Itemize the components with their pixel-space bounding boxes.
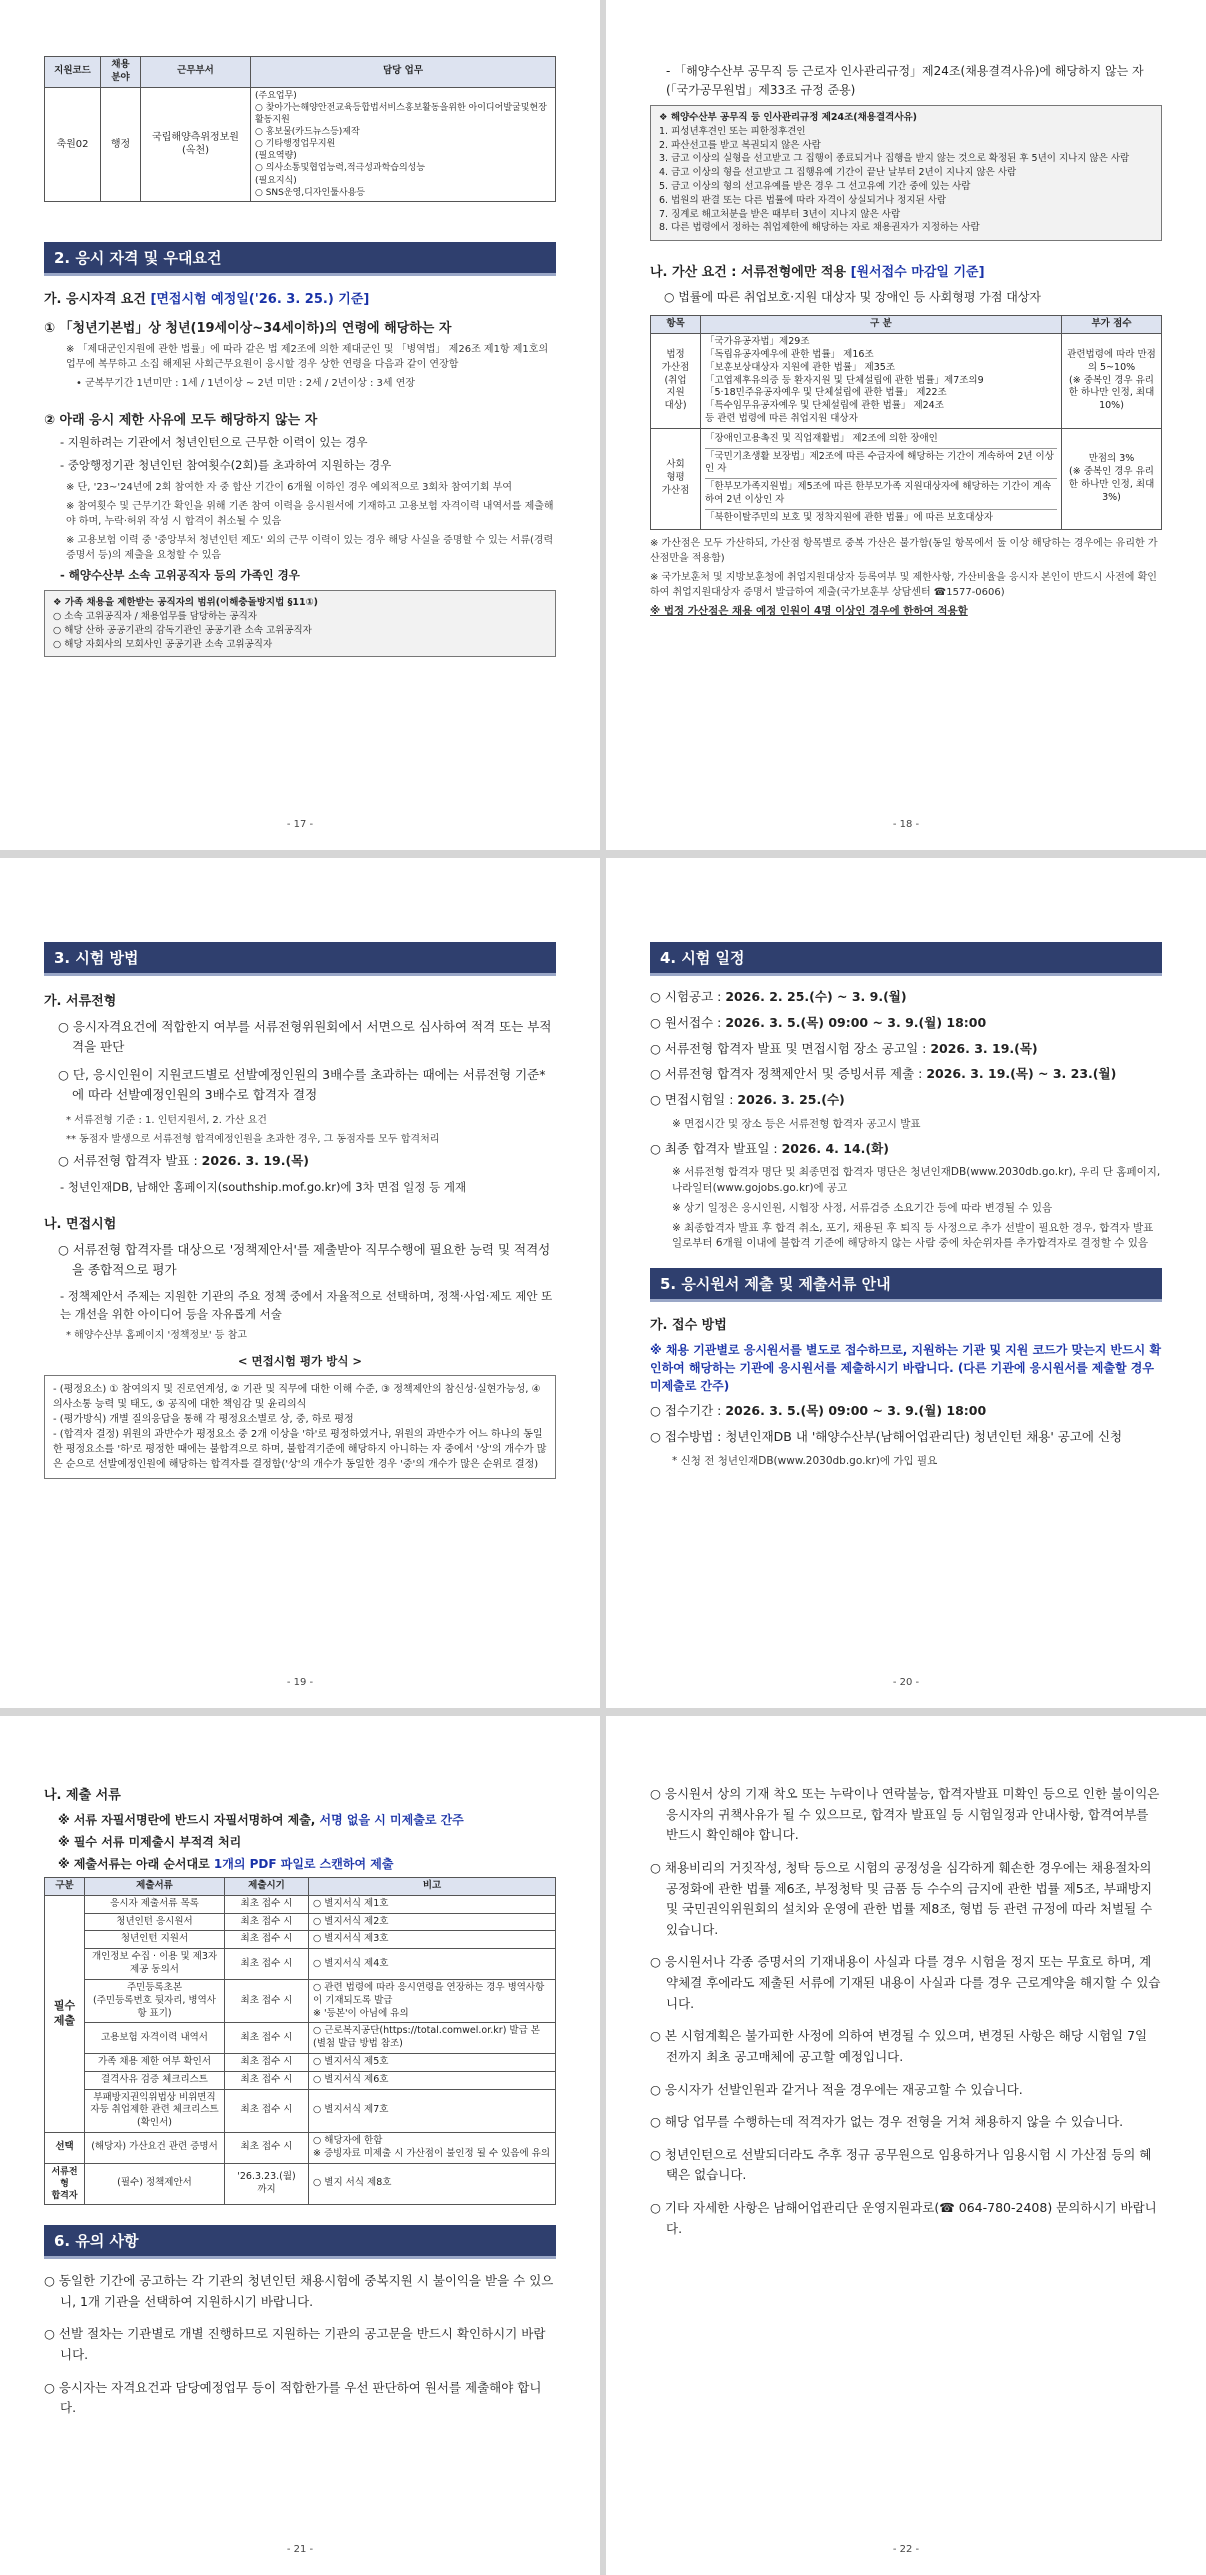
social-item: 「북한이탈주민의 보호 및 정착지원에 관한 법률」에 따른 보호대상자: [705, 511, 993, 523]
page-19: [0, 858, 600, 1708]
doc-when: 최초 접수 시: [225, 2071, 309, 2089]
sched-note: ※ 최종합격자 발표 후 합격 취소, 포기, 채용된 후 퇴직 등 사정으로 추가 선발이 필요한 경우, 합격자 발표일로부터 6개월 이내에 불합격 기준에 해당하지 않는 사람 중에 차순위자를 추가합격자로 결정할 수 있음: [672, 1221, 1154, 1250]
sched-label: ○ 최종 합격자 발표일 :: [650, 1140, 782, 1156]
doc-name: 개인정보 수집 · 이용 및 제3자 제공 동의서: [85, 1949, 225, 1980]
cell-duties: [251, 87, 556, 201]
sched-date: 2026. 3. 19.(목): [930, 1040, 1038, 1056]
doc-warning-text: ※ 서류 자필서명란에 반드시 자필서명하여 제출,: [58, 1813, 320, 1827]
doc-name: 주민등록초본 (주민등록번호 뒷자리, 병역사항 표기): [85, 1979, 225, 2022]
page-number: - 20 -: [892, 1677, 920, 1688]
caution-item: ○ 선발 절차는 기관별로 개별 진행하므로 지원하는 기관의 공고문을 반드시 확인하시기 바랍니다.: [44, 2326, 546, 2362]
disq-line: - 「해양수산부 공무직 등 근로자 인사관리규정」제24조(채용결격사유)에 해당하지 않는 자(「국가공무원법」제33조 규정 준용): [666, 64, 1144, 97]
heading-na-highlight: [원서접수 마감일 기준]: [850, 265, 985, 281]
section-3-title: 3. 시험 방법: [44, 942, 556, 976]
screening-sub: - 청년인재DB, 남해안 홈페이지(southship.mof.go.kr)에 3차 면접 일정 등 게재: [60, 1180, 467, 1194]
row-legal-label: 법정 가산점 (취업 지원 대상): [651, 334, 701, 429]
apply-note: * 신청 전 청년인재DB(www.2030db.go.kr)에 가입 필요: [672, 1454, 938, 1467]
duty-line: ○ 찾아가는해양안전교육등합법서비스홍보활동을위한 아이디어발굴및현장활동지원: [255, 102, 547, 125]
bonus-table: [650, 315, 1162, 529]
apply-warning: ※ 채용 기관별로 응시원서를 별도로 접수하므로, 지원하는 기관 및 지원 코드가 맞는지 반드시 확인하여 해당하는 기관에 응시원서를 제출하시기 바랍니다. (다른 기관에 응시원서를 제출할 경우 미제출로 간주): [650, 1343, 1162, 1393]
disq-box: [650, 105, 1162, 241]
doc-warning-highlight: 1개의 PDF 파일로 스캔하여 제출: [213, 1857, 394, 1871]
sched-label: ○ 시험공고 :: [650, 989, 726, 1004]
screening-note: * 서류전형 기준 : 1. 인턴지원서, 2. 가산 요건: [66, 1115, 267, 1126]
sched-item: [650, 1065, 1162, 1084]
sched-item: [650, 1091, 1162, 1110]
sched-label: ○ 서류전형 합격자 정책제안서 및 증빙서류 제출 :: [650, 1066, 927, 1082]
caution-item: ○ 응시자는 자격요건과 담당예정업무 등이 적합한가를 우선 판단하여 원서를 제출해야 합니다.: [44, 2379, 542, 2416]
doc-name: 가족 채용 제한 여부 확인서: [85, 2053, 225, 2071]
section-5-title: 5. 응시원서 제출 및 제출서류 안내: [650, 1268, 1162, 1302]
eval-item: - (평가방식) 개별 질의응답을 통해 각 평정요소별로 상, 중, 하로 평정: [53, 1414, 354, 1426]
th-field: 채용 분야: [101, 57, 141, 88]
legal-item: 「독립유공자예우에 관한 법률」 제16조: [705, 348, 874, 360]
social-item: 「장애인고용촉진 및 직업재활법」 제2조에 의한 장애인: [705, 431, 1057, 449]
screening-bullet: ○ 단, 응시인원이 지원코드별로 선발예정인원의 3배수를 초과하는 때에는 서류전형 기준*에 따라 선발예정인원의 3배수로 합격자 결정: [58, 1067, 546, 1102]
docs-table: [44, 1877, 556, 2205]
doc-when: 최초 접수 시: [225, 1895, 309, 1913]
duty-line: (필요역량): [255, 151, 297, 162]
legal-item: 「특수임무유공자예우 및 단체설립에 관한 법률」 제24조: [705, 400, 944, 412]
group-optional: 선택: [45, 2133, 85, 2164]
duty-table: [44, 56, 556, 202]
section-6-title: 6. 유의 사항: [44, 2225, 556, 2259]
doc-note: ○ 별지서식 제7호: [309, 2089, 556, 2132]
screening-note: ** 동점자 발생으로 서류전형 합격예정인원을 초과한 경우, 그 동점자를 모두 합격처리: [66, 1134, 440, 1145]
th-dept: 근무부서: [141, 57, 251, 88]
sched-item: [650, 1014, 1162, 1033]
group-required: 필수 제출: [45, 1895, 85, 2132]
doc-when: 최초 접수 시: [225, 1949, 309, 1980]
doc-note: ○ 별지서식 제4호: [309, 1949, 556, 1980]
doc-name: (필수) 정책제안서: [85, 2163, 225, 2204]
table-row: [45, 1931, 556, 1949]
disq-item: 3. 금고 이상의 실형을 선고받고 그 집행이 종료되거나 집행을 받지 않는 것으로 확정된 후 5년이 지나지 않은 사람: [659, 153, 1130, 165]
disq-item: 1. 피성년후견인 또는 피한정후견인: [659, 125, 806, 137]
heading-ga: 가. 접수 방법: [650, 1318, 727, 1333]
sched-note: ※ 서류전형 합격자 명단 및 최종면접 합격자 명단은 청년인재DB(www.2030db.go.kr), 우리 단 홈페이지, 나라일터(www.gojobs.go.kr)에 공고: [672, 1166, 1161, 1194]
doc-note: ○ 관련 법령에 따라 응시연령을 연장하는 경우 병역사항이 기재되도록 발급 ※ '등본'이 아님에 유의: [309, 1979, 556, 2022]
cond-1-note: ※ 「제대군인지원에 관한 법률」에 따라 같은 법 제2조에 의한 제대군인 및 「병역법」 제26조 제1항 제1호의 업무에 복무하고 소집 해제된 사회근무요원이 응시할 경우 상한 연령을 다음과 같이 연장함: [66, 343, 549, 370]
bonus-last-note: ※ 법정 가산점은 채용 예정 인원이 4명 이상인 경우에 한하여 적용함: [650, 604, 968, 617]
sched-label: ○ 서류전형 합격자 발표 및 면접시험 장소 공고일 :: [650, 1040, 931, 1056]
page-number: - 19 -: [286, 1677, 314, 1688]
caution-item: ○ 청년인턴으로 선발되더라도 추후 정규 공무원으로 임용하거나 임용시험 시 가산점 등의 혜택은 없습니다.: [650, 2146, 1152, 2183]
section-4-title: 4. 시험 일정: [650, 942, 1162, 976]
bonus-bullet: ○ 법률에 따른 취업보호·지원 대상자 및 장애인 등 사회형평 가점 대상자: [664, 290, 1042, 305]
doc-name: (해당자) 가산요건 관련 증명서: [85, 2133, 225, 2164]
heading-ga-highlight: [면접시험 예정일('26. 3. 25.) 기준]: [150, 291, 370, 307]
caution-item: ○ 본 시험계획은 불가피한 사정에 의하여 변경될 수 있으며, 변경된 사항은 해당 시험일 7일 전까지 최초 공고매체에 공고할 예정입니다.: [650, 2028, 1148, 2064]
doc-warning: [58, 1855, 556, 1873]
doc-note: ○ 별지서식 제5호: [309, 2053, 556, 2071]
table-row: [45, 1913, 556, 1931]
legal-item: 「국가유공자법」제29조: [705, 336, 810, 348]
doc-name: 청년인턴 응시원서: [85, 1913, 225, 1931]
th-category: 구 분: [701, 316, 1062, 334]
cond-2-item: - 중앙행정기관 청년인턴 참여횟수(2회)를 초과하여 지원하는 경우: [60, 457, 392, 472]
table-row: [45, 2089, 556, 2132]
interview-bullet: ○ 서류전형 합격자를 대상으로 '정책제안서'를 제출받아 직무수행에 필요한 능력 및 적격성을 종합적으로 평가: [58, 1241, 551, 1277]
sched-label: ○ 원서접수 :: [650, 1014, 726, 1030]
duty-line: (필요지식): [255, 175, 297, 186]
caution-item: ○ 해당 업무를 수행하는데 적격자가 없는 경우 전형을 거쳐 채용하지 않을 수 있습니다.: [650, 2114, 1124, 2130]
cell-code: 축원02: [45, 87, 101, 201]
table-row: [45, 2053, 556, 2071]
page-number: - 21 -: [286, 2544, 314, 2555]
doc-note: ○ 별지서식 제1호: [309, 1895, 556, 1913]
doc-name: 결격사유 검증 체크리스트: [85, 2071, 225, 2089]
th-code: 지원코드: [45, 57, 101, 88]
doc-when: '26.3.23.(월) 까지: [225, 2163, 309, 2204]
doc-warning-highlight: 서명 없을 시 미제출로 간주: [319, 1813, 464, 1827]
table-row: [45, 2071, 556, 2089]
doc-warning: [58, 1811, 556, 1829]
legal-item: 「고엽제후유의증 등 환자지원 및 단체설립에 관한 법률」제7조의9: [705, 374, 984, 386]
apply-method: ○ 접수방법 : 청년인재DB 내 '해양수산부(남해어업관리단) 청년인턴 채용' 공고에 신청: [650, 1428, 1123, 1444]
cond-2-note: ※ 고용보험 이력 중 '중앙부처 청년인턴 제도' 외의 근무 이력이 있는 경우 해당 사실을 증명할 수 있는 서류(경력증명서 등)의 제출을 요청할 수 있음: [66, 534, 554, 561]
duty-line: ○ 의사소통및협업능력,적극성과학습의성능: [255, 163, 426, 174]
family-box-item: ○ 소속 고위공직자 / 채용업무를 담당하는 공직자: [53, 611, 257, 623]
family-box: [44, 590, 556, 657]
sched-item: [650, 1140, 1162, 1159]
eval-title: < 면접시험 평가 방식 >: [237, 1354, 363, 1369]
doc-note: ○ 해당자에 한함 ※ 증빙자료 미제출 시 가산점이 불인정 될 수 있음에 유의: [309, 2133, 556, 2164]
sched-item: [650, 1040, 1162, 1059]
apply-period: [650, 1402, 1162, 1421]
doc-when: 최초 접수 시: [225, 1913, 309, 1931]
th-when: 제출시기: [225, 1878, 309, 1896]
duty-line: ○ SNS운영,디자인툴사용등: [255, 187, 365, 198]
cond-2-item: - 지원하려는 기관에서 청년인턴으로 근무한 이력이 있는 경우: [60, 434, 368, 449]
row-legal-score: 관련법령에 따라 만점의 5~10% (※ 중복인 경우 유리한 하나만 인정, 최대 10%): [1062, 334, 1162, 429]
table-row: [45, 2163, 556, 2204]
page-21: [0, 1716, 600, 2575]
apply-period-date: 2026. 3. 5.(목) 09:00 ~ 3. 9.(월) 18:00: [725, 1403, 987, 1418]
caution-item: ○ 동일한 기간에 공고하는 각 기관의 청년인턴 채용시험에 중복지원 시 불이익을 받을 수 있으니, 1개 기관을 선택하여 지원하시기 바랍니다.: [44, 2273, 554, 2309]
doc-name: 응시자 제출서류 목록: [85, 1895, 225, 1913]
doc-note: ○ 별지서식 제2호: [309, 1913, 556, 1931]
page-22: [606, 1716, 1206, 2575]
page-number: - 22 -: [892, 2544, 920, 2555]
cond-2-note: ※ 참여횟수 및 근무기간 확인을 위해 기존 참여 이력을 응시원서에 기재하고 고용보험 자격이력 내역서를 제출해야 하며, 누락·허위 작성 시 합격이 취소될 수 있음: [66, 500, 554, 527]
caution-item: ○ 채용비리의 거짓작성, 청탁 등으로 시험의 공정성을 심각하게 훼손한 경우에는 채용절차의 공정화에 관한 법률 제6조, 부정청탁 및 금품 등 수수의 금지에 관한 법률 제5조, 부패방지 및 국민권익위원회의 설치와 운영에 관한 법률 제8조, 형법 등 관련 규정에 따라 처벌될 수 있습니다.: [650, 1859, 1153, 1937]
screening-result-label: ○ 서류전형 합격자 발표 :: [58, 1153, 202, 1168]
doc-when: 최초 접수 시: [225, 1931, 309, 1949]
apply-period-label: ○ 접수기간 :: [650, 1403, 726, 1418]
disq-item: 8. 다른 법령에서 정하는 취업제한에 해당하는 자로 채용권자가 지정하는 사람: [659, 222, 980, 234]
eval-box: [44, 1375, 556, 1479]
sched-date: 2026. 3. 5.(목) 09:00 ~ 3. 9.(월) 18:00: [725, 1014, 987, 1030]
page-18: [606, 0, 1206, 850]
eval-item: - (평정요소) ① 참여의지 및 진로연계성, ② 기관 및 직무에 대한 이해 수준, ③ 정책제안의 참신성·실현가능성, ④ 의사소통 능력 및 태도, ⑤ 공직에 대한 책임감 및 윤리의식: [53, 1384, 541, 1411]
disq-item: 4. 금고 이상의 형을 선고받고 그 집행유예 기간이 끝난 날부터 2년이 지나지 않은 사람: [659, 167, 1017, 179]
doc-warning: ※ 필수 서류 미제출시 부적격 처리: [58, 1835, 242, 1849]
doc-note: ○ 근로복지공단(https://total.comwel.or.kr) 발급 본 (별첨 발급 방법 참조): [309, 2023, 556, 2054]
sched-date: 2026. 2. 25.(수) ~ 3. 9.(월): [725, 989, 907, 1004]
disq-item: 7. 징계로 해고처분을 받은 때부터 3년이 지나지 않은 사람: [659, 208, 901, 220]
disq-item: 5. 금고 이상의 형의 선고유예를 받은 경우 그 선고유예 기간 중에 있는 사람: [659, 181, 971, 193]
row-social-items: [701, 428, 1062, 529]
family-box-item: ○ 해당 자회사의 모회사인 공공기관 소속 고위공직자: [53, 638, 273, 650]
cond-1: ① 「청년기본법」상 청년(19세이상~34세이하)의 연령에 해당하는 자: [44, 320, 452, 336]
th-duty: 담당 업무: [251, 57, 556, 88]
doc-note: ○ 별지 서식 제8호: [309, 2163, 556, 2204]
sched-item: [650, 988, 1162, 1007]
doc-when: 최초 접수 시: [225, 1979, 309, 2022]
doc-name: 청년인턴 지원서: [85, 1931, 225, 1949]
page-number: - 17 -: [286, 819, 314, 830]
th-group: 구분: [45, 1878, 85, 1896]
interview-sub: - 정책제안서 주제는 지원한 기관의 주요 정책 중에서 자율적으로 선택하며, 정책·사업·제도 제안 또는 개선을 위한 아이디어 등을 자유롭게 서술: [60, 1288, 553, 1321]
heading-ga: 가. 서류전형: [44, 994, 117, 1009]
sched-date: 2026. 3. 19.(목) ~ 3. 23.(월): [926, 1066, 1117, 1082]
heading-ga-text: 가. 응시자격 요건: [44, 291, 146, 307]
disq-item: 6. 법원의 판결 또는 다른 법률에 따라 자격이 상실되거나 정지된 사람: [659, 194, 947, 206]
doc-when: 최초 접수 시: [225, 2023, 309, 2054]
social-item: 「한부모가족지원법」제5조에 따른 한부모가족 지원대상자에 해당하는 기간이 계속하여 2년 이상인 자: [705, 479, 1057, 510]
doc-when: 최초 접수 시: [225, 2053, 309, 2071]
disq-box-title: ❖ 해양수산부 공무직 등 인사관리규정 제24조(채용결격사유): [659, 112, 918, 124]
caution-item: ○ 기타 자세한 사항은 남해어업관리단 운영지원과로(☎ 064-780-2408) 문의하시기 바랍니다.: [650, 2200, 1157, 2236]
th-item: 항목: [651, 316, 701, 334]
heading-na: 나. 제출 서류: [44, 1788, 121, 1803]
page-20: [606, 858, 1206, 1708]
family-box-title: ❖ 가족 채용을 제한받는 공직자의 범위(이해충돌방지법 §11①): [53, 597, 318, 609]
doc-name: 부패방지권익위법상 비위면직자등 취업제한 관련 체크리스트(확인서): [85, 2089, 225, 2132]
th-doc: 제출서류: [85, 1878, 225, 1896]
table-row: [45, 2023, 556, 2054]
sched-label: ○ 면접시험일 :: [650, 1092, 738, 1107]
page-17: [0, 0, 600, 850]
caution-item: ○ 응시원서나 각종 증명서의 기재내용이 사실과 다를 경우 시험을 정지 또는 무효로 하며, 계약체결 후에라도 제출된 서류에 기재된 내용이 사실과 다를 경우 근로계약을 해지할 수 있습니다.: [650, 1954, 1161, 2011]
row-social-score: 만점의 3% (※ 중복인 경우 유리한 하나만 인정, 최대 3%): [1062, 428, 1162, 529]
doc-warning-text: ※ 제출서류는 아래 순서대로: [58, 1857, 214, 1871]
cond-2-last: - 해양수산부 소속 고위공직자 등의 가족인 경우: [60, 567, 300, 582]
bonus-note: ※ 국가보훈처 및 지방보훈청에 취업지원대상자 등록여부 및 제한사항, 가산비율을 응시자 본인이 반드시 사전에 확인하여 취업지원대상자 증명서 발급하여 제출(국가보훈부 상담센터 ☎1577-0606): [650, 571, 1157, 598]
bonus-note: ※ 가산점은 모두 가산하되, 가산점 항목별로 중복 가산은 불가함(동일 항목에서 둘 이상 해당하는 경우에는 유리한 가산점만을 적용함): [650, 537, 1158, 564]
heading-ga: [44, 288, 556, 307]
table-row: [45, 2133, 556, 2164]
doc-when: 최초 접수 시: [225, 2133, 309, 2164]
row-social-label: 사회 형평 가산점: [651, 428, 701, 529]
th-score: 부가 점수: [1062, 316, 1162, 334]
table-row: [45, 1895, 556, 1913]
doc-note: ○ 별지서식 제3호: [309, 1931, 556, 1949]
row-legal-items: [701, 334, 1062, 429]
cond-1-sub: • 군복무기간 1년미만 : 1세 / 1년이상 ~ 2년 미만 : 2세 / 2년이상 : 3세 연장: [76, 377, 416, 389]
duty-line: (주요업무): [255, 90, 297, 101]
sched-date: 2026. 3. 25.(수): [737, 1092, 845, 1107]
screening-result: [58, 1151, 556, 1171]
table-row: [45, 1949, 556, 1980]
cell-dept: 국립해양측위정보원 (옥천): [141, 87, 251, 201]
screening-bullet: ○ 응시자격요건에 적합한지 여부를 서류전형위원회에서 서면으로 심사하여 적격 또는 부적격을 판단: [58, 1019, 552, 1054]
duty-line: ○ 홍보물(카드뉴스등)제작: [255, 127, 360, 138]
screening-result-date: 2026. 3. 19.(목): [201, 1153, 310, 1168]
caution-item: ○ 응시원서 상의 기재 착오 또는 누락이나 연락불능, 합격자발표 미확인 등으로 인한 불이익은 응시자의 귀책사유가 될 수 있으므로, 합격자 발표일 등 시험일정과 안내사항, 합격여부를 반드시 확인해야 합니다.: [650, 1786, 1160, 1843]
heading-na: [650, 261, 1162, 280]
cond-2: ② 아래 응시 제한 사유에 모두 해당하지 않는 자: [44, 412, 318, 428]
page-number: - 18 -: [892, 819, 920, 830]
interview-note: * 해양수산부 홈페이지 '정책정보' 등 참고: [66, 1330, 247, 1342]
caution-item: ○ 응시자가 선발인원과 같거나 적을 경우에는 재공고할 수 있습니다.: [650, 2081, 1023, 2097]
doc-note: ○ 별지서식 제6호: [309, 2071, 556, 2089]
disq-item: 2. 파산선고를 받고 복권되지 않은 사람: [659, 139, 821, 151]
sched-note: ※ 상기 일정은 응시인원, 시험장 사정, 서류검증 소요기간 등에 따라 변경될 수 있음: [672, 1201, 1053, 1214]
th-note: 비고: [309, 1878, 556, 1896]
sched-note: ※ 면접시간 및 장소 등은 서류전형 합격자 공고시 발표: [672, 1117, 921, 1130]
legal-item: 「보훈보상대상자 지원에 관한 법률」 제35조: [705, 361, 896, 373]
heading-na-text: 나. 가산 요건 : 서류전형에만 적용: [650, 265, 847, 281]
social-item: 「국민기초생활 보장법」제2조에 따른 수급자에 해당하는 기간이 계속하여 2년 이상인 자: [705, 449, 1057, 480]
eval-item: - (합격자 결정) 위원의 과반수가 평정요소 중 2개 이상을 '하'로 평정하였거나, 위원의 과반수가 어느 하나의 동일한 평정요소를 '하'로 평정한 때에는 불합격으로 하며, 불합격기준에 해당하지 아니하는 자 중에서 '상'의 개수가 많은 순으로 선발예정인원에 해당하는 합격자를 결정함('상'의 개수가 동일한 경우 '중'의 개수가 많은 순위로 결정): [53, 1429, 547, 1471]
group-passed: 서류전형 합격자: [45, 2163, 85, 2204]
doc-when: 최초 접수 시: [225, 2089, 309, 2132]
heading-na: 나. 면접시험: [44, 1216, 117, 1232]
cell-field: 행정: [101, 87, 141, 201]
legal-item: 「5·18민주유공자예우 및 단체설립에 관한 법률」 제22조: [705, 387, 947, 399]
legal-item: 등 관련 법령에 따른 취업지원 대상자: [705, 412, 858, 424]
section-2-title: 2. 응시 자격 및 우대요건: [44, 242, 556, 276]
duty-line: ○ 기타행정업무지원: [255, 139, 336, 150]
doc-name: 고용보험 자격이력 내역서: [85, 2023, 225, 2054]
family-box-item: ○ 해당 산하 공공기관의 감독기관인 공공기관 소속 고위공직자: [53, 624, 312, 636]
sched-date: 2026. 4. 14.(화): [781, 1140, 889, 1156]
cond-2-note: ※ 단, '23~'24년에 2회 참여한 자 중 합산 기간이 6개월 이하인 경우 예외적으로 3회차 참여기회 부여: [66, 481, 513, 493]
table-row: [45, 1979, 556, 2022]
